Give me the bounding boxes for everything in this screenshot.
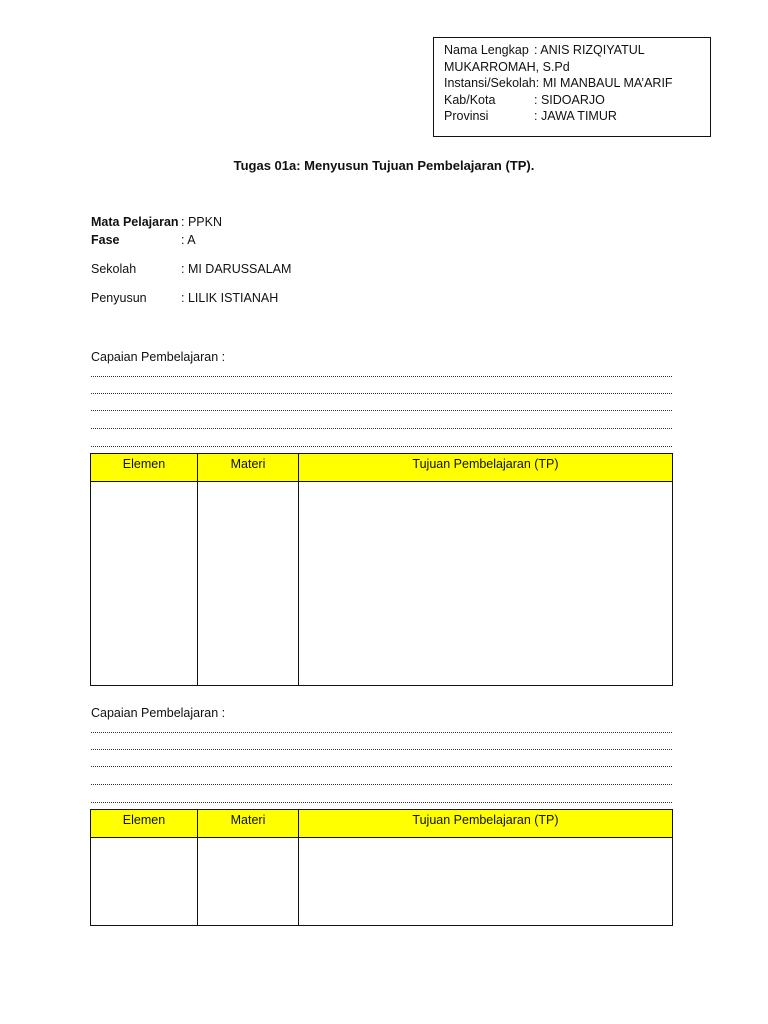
- info-label: Instansi/Sekolah:: [444, 76, 540, 90]
- cell-materi[interactable]: [198, 482, 299, 686]
- dotted-line: [91, 376, 672, 377]
- header-elemen: Elemen: [91, 810, 198, 838]
- info-label: Kab/Kota: [444, 92, 496, 107]
- field-fase: [91, 233, 196, 247]
- info-sep: :: [534, 43, 541, 57]
- info-label: Provinsi: [444, 109, 489, 123]
- cell-elemen[interactable]: [91, 838, 198, 926]
- info-value: SIDOARJO: [540, 92, 605, 107]
- header-materi: Materi: [198, 454, 299, 482]
- field-label: Fase: [91, 233, 120, 247]
- cell-tujuan-pembelajaran[interactable]: [299, 838, 673, 926]
- header-tujuan-pembelajaran: Tujuan Pembelajaran (TP): [299, 454, 673, 482]
- identity-box: [433, 37, 711, 137]
- dotted-line: [91, 749, 672, 750]
- info-sep: :: [534, 109, 541, 123]
- cell-elemen[interactable]: [91, 482, 198, 686]
- cell-tujuan-pembelajaran[interactable]: [299, 482, 673, 686]
- dotted-line: [91, 766, 672, 767]
- info-row-provinsi: [444, 108, 700, 125]
- header-elemen: Elemen: [91, 454, 198, 482]
- capaian-pembelajaran-label: Capaian Pembelajaran :: [91, 706, 226, 720]
- field-sekolah: [91, 262, 291, 276]
- field-value: : MI DARUSSALAM: [181, 262, 292, 276]
- info-row-nama-cont: [444, 59, 700, 76]
- dotted-line: [91, 410, 672, 411]
- field-label: Mata Pelajaran: [91, 215, 179, 229]
- info-row-instansi: [444, 75, 700, 92]
- info-value: JAWA TIMUR: [540, 109, 617, 123]
- document-title: Tugas 01a: Menyusun Tujuan Pembelajaran (TP).: [233, 158, 535, 173]
- tp-table: [90, 453, 673, 686]
- field-value: : A: [181, 233, 196, 247]
- capaian-pembelajaran-label: Capaian Pembelajaran :: [91, 350, 226, 364]
- table-row: [91, 838, 673, 926]
- table-header-row: [91, 454, 673, 482]
- field-label: Sekolah: [91, 262, 137, 276]
- info-row-kabkota: [444, 92, 700, 109]
- dotted-line: [91, 802, 672, 803]
- field-penyusun: [91, 291, 278, 305]
- info-value: MUKARROMAH, S.Pd: [444, 59, 570, 74]
- table-row: [91, 482, 673, 686]
- table-header-row: [91, 810, 673, 838]
- info-value: ANIS RIZQIYATUL: [540, 43, 645, 57]
- info-sep: :: [534, 92, 541, 107]
- dotted-line: [91, 428, 672, 429]
- tp-table: [90, 809, 673, 926]
- field-mata-pelajaran: [91, 215, 222, 229]
- dotted-line: [91, 446, 672, 447]
- header-tujuan-pembelajaran: Tujuan Pembelajaran (TP): [299, 810, 673, 838]
- info-label: Nama Lengkap: [444, 43, 529, 57]
- info-value: MI MANBAUL MA’ARIF: [542, 76, 673, 90]
- header-materi: Materi: [198, 810, 299, 838]
- field-value: : LILIK ISTIANAH: [181, 291, 279, 305]
- cell-materi[interactable]: [198, 838, 299, 926]
- dotted-line: [91, 784, 672, 785]
- field-value: : PPKN: [181, 215, 222, 229]
- info-row-nama: [444, 42, 700, 59]
- dotted-line: [91, 732, 672, 733]
- field-label: Penyusun: [91, 291, 147, 305]
- dotted-line: [91, 393, 672, 394]
